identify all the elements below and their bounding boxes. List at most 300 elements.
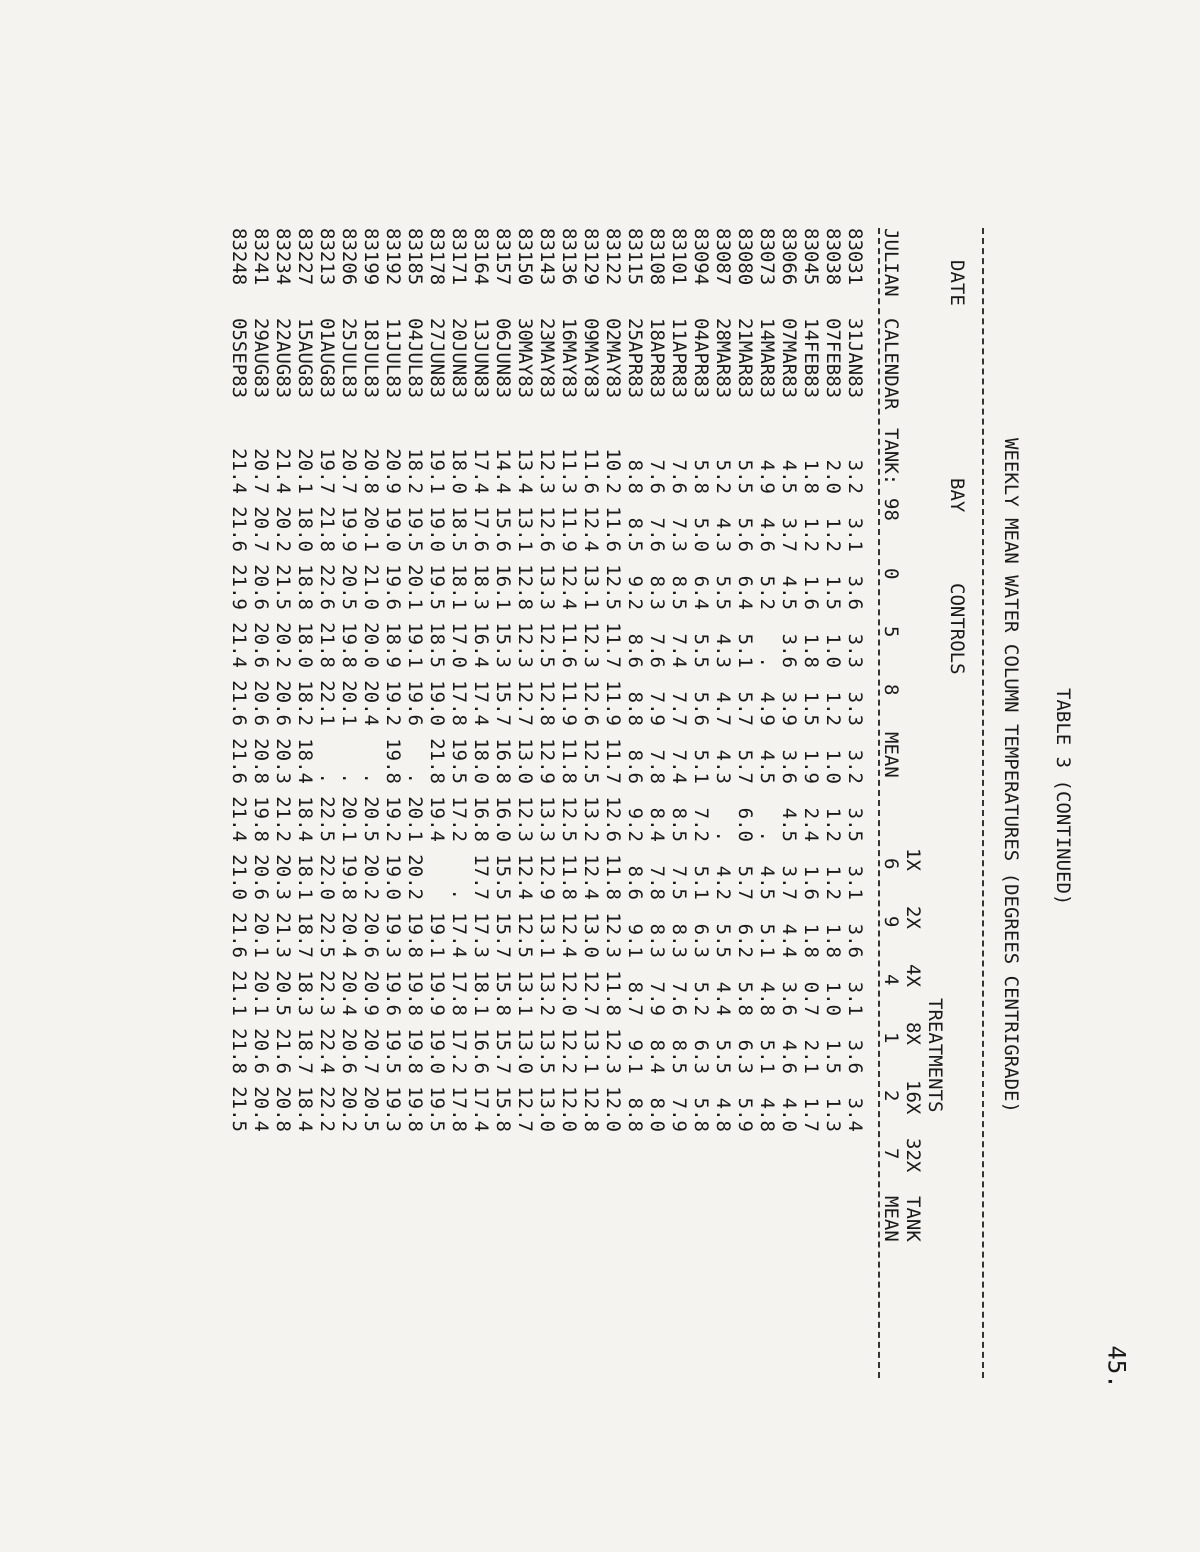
temperature-cell: 20.9 [360, 970, 382, 1016]
temperature-cell: 4.8 [756, 1097, 778, 1132]
temperature-cell: 4.7 [712, 691, 734, 726]
calendar-date-cell: 09MAY83 [580, 318, 602, 399]
temperature-cell: 13.1 [536, 912, 558, 958]
temperature-cell: 11.8 [602, 970, 624, 1016]
temperature-cell: 6.4 [690, 575, 712, 610]
temperature-cell: 18.7 [294, 1028, 316, 1074]
table-row [250, 228, 272, 1132]
temperature-cell: 12.8 [580, 1086, 602, 1132]
temperature-cell: 17.4 [448, 912, 470, 958]
temperature-cell: 20.2 [272, 506, 294, 552]
temperature-cell: 5.8 [690, 459, 712, 494]
temperature-cell: 12.5 [602, 564, 624, 610]
calendar-date-cell: 29AUG83 [250, 318, 272, 399]
temperature-cell: 21.6 [228, 912, 250, 958]
header-tank-4: 4 [880, 974, 902, 986]
table-row [294, 228, 316, 1132]
header-tank-1: 1 [880, 1032, 902, 1044]
julian-date-cell: 83129 [580, 228, 602, 286]
temperature-cell: 20.6 [250, 1028, 272, 1074]
temperature-cell: 7.3 [668, 517, 690, 552]
temperature-cell: 18.1 [470, 970, 492, 1016]
temperature-cell: 4.9 [756, 459, 778, 494]
temperature-cell: 19.0 [426, 680, 448, 726]
table-row [360, 228, 382, 1132]
header-32x: 32X [902, 1138, 924, 1173]
temperature-cell: 19.2 [382, 680, 404, 726]
temperature-cell: 12.9 [536, 854, 558, 900]
temperature-cell: 5.7 [734, 691, 756, 726]
temperature-cell: 18.8 [294, 564, 316, 610]
temperature-cell: 12.7 [514, 1086, 536, 1132]
temperature-cell: 7.6 [646, 459, 668, 494]
temperature-cell: 18.0 [294, 622, 316, 668]
temperature-cell: 4.6 [778, 1039, 800, 1074]
temperature-cell: . [756, 656, 778, 668]
temperature-cell: 22.0 [316, 854, 338, 900]
temperature-cell: 17.8 [448, 970, 470, 1016]
temperature-cell: 15.8 [492, 970, 514, 1016]
temperature-cell: 13.0 [514, 1028, 536, 1074]
header-tank-0: 0 [880, 568, 902, 580]
temperature-cell: 20.6 [250, 854, 272, 900]
temperature-cell: 17.4 [470, 1086, 492, 1132]
julian-date-cell: 83185 [404, 228, 426, 286]
temperature-cell: 12.0 [558, 1086, 580, 1132]
calendar-date-cell: 04APR83 [690, 318, 712, 399]
temperature-cell: 21.6 [228, 506, 250, 552]
temperature-cell: 5.5 [690, 633, 712, 668]
temperature-cell: 17.4 [470, 680, 492, 726]
temperature-cell: 21.4 [228, 622, 250, 668]
temperature-cell: 16.4 [470, 622, 492, 668]
temperature-cell: 5.1 [690, 865, 712, 900]
temperature-cell: 11.9 [602, 680, 624, 726]
temperature-cell: 7.4 [668, 633, 690, 668]
header-controls: CONTROLS [946, 583, 968, 675]
temperature-cell: 21.5 [228, 1086, 250, 1132]
temperature-cell: 19.3 [382, 912, 404, 958]
temperature-cell: 20.5 [360, 796, 382, 842]
header-8x: 8X [902, 1022, 924, 1045]
temperature-cell: 11.9 [558, 506, 580, 552]
temperature-cell: 8.6 [624, 865, 646, 900]
temperature-cell: 1.0 [822, 749, 844, 784]
temperature-cell: 7.7 [668, 691, 690, 726]
temperature-cell: 17.2 [448, 1028, 470, 1074]
julian-date-cell: 83227 [294, 228, 316, 286]
temperature-cell: 20.1 [250, 912, 272, 958]
temperature-cell: 11.6 [580, 448, 602, 494]
temperature-cell: 17.2 [448, 796, 470, 842]
header-bay: BAY [946, 478, 968, 513]
page-number: 45. [1102, 1345, 1131, 1389]
temperature-table-body [228, 228, 866, 1132]
header-tank-mean: MEAN [880, 1196, 902, 1242]
table-row [822, 228, 844, 1132]
temperature-cell: . [756, 830, 778, 842]
temperature-cell: 20.7 [250, 448, 272, 494]
temperature-cell: 12.3 [536, 448, 558, 494]
calendar-date-cell: 11APR83 [668, 318, 690, 399]
temperature-cell: 18.4 [294, 738, 316, 784]
temperature-cell: 5.6 [734, 517, 756, 552]
temperature-cell: 4.5 [756, 865, 778, 900]
temperature-cell: 2.1 [800, 1039, 822, 1074]
table-row [690, 228, 712, 1132]
temperature-cell: 13.1 [514, 970, 536, 1016]
temperature-cell: 5.8 [690, 1097, 712, 1132]
temperature-cell: 21.9 [228, 564, 250, 610]
temperature-cell: 10.2 [602, 448, 624, 494]
temperature-cell: 18.1 [448, 564, 470, 610]
temperature-cell: 7.6 [668, 981, 690, 1016]
temperature-cell: 20.7 [250, 506, 272, 552]
temperature-cell: 15.8 [492, 1086, 514, 1132]
temperature-cell: 21.8 [316, 622, 338, 668]
temperature-cell: 18.5 [448, 506, 470, 552]
table-row [316, 228, 338, 1132]
temperature-cell: 8.8 [624, 1097, 646, 1132]
temperature-cell: 1.0 [822, 633, 844, 668]
temperature-cell: 11.8 [558, 854, 580, 900]
calendar-date-cell: 06JUN83 [492, 318, 514, 399]
temperature-cell: 20.7 [360, 1028, 382, 1074]
temperature-cell: 4.8 [712, 1097, 734, 1132]
temperature-cell: 19.8 [250, 796, 272, 842]
header-date: DATE [946, 260, 968, 306]
temperature-cell: 12.5 [536, 622, 558, 668]
temperature-cell: 3.6 [844, 1039, 866, 1074]
table-row [382, 228, 404, 1132]
header-tank-9: 9 [880, 916, 902, 928]
temperature-cell: 11.8 [558, 738, 580, 784]
temperature-cell: 3.6 [844, 923, 866, 958]
temperature-cell: 12.6 [580, 680, 602, 726]
temperature-cell: 19.5 [404, 506, 426, 552]
julian-date-cell: 83241 [250, 228, 272, 286]
temperature-cell: 18.5 [426, 622, 448, 668]
temperature-cell: 5.1 [690, 749, 712, 784]
temperature-cell: 9.1 [624, 923, 646, 958]
temperature-cell: 11.6 [602, 506, 624, 552]
temperature-cell: 1.5 [822, 1039, 844, 1074]
temperature-cell: 8.5 [668, 807, 690, 842]
temperature-table [228, 228, 866, 1132]
temperature-cell: 13.0 [514, 738, 536, 784]
table-row [228, 228, 250, 1132]
calendar-date-cell: 15AUG83 [294, 318, 316, 399]
temperature-cell: 13.0 [580, 912, 602, 958]
temperature-cell: 5.6 [690, 691, 712, 726]
temperature-cell: 12.5 [514, 912, 536, 958]
temperature-cell: 3.9 [778, 691, 800, 726]
temperature-cell: 8.3 [646, 575, 668, 610]
temperature-cell: 20.1 [404, 796, 426, 842]
header-treatments: TREATMENTS [924, 998, 946, 1113]
temperature-cell: 1.6 [800, 575, 822, 610]
temperature-cell: 20.2 [360, 854, 382, 900]
temperature-cell: 7.9 [668, 1097, 690, 1132]
header-mean: MEAN [880, 732, 902, 778]
temperature-cell: 6.2 [734, 923, 756, 958]
rotated-table-page [100, 228, 1080, 1378]
table-row [756, 228, 778, 1132]
temperature-cell: 12.7 [514, 680, 536, 726]
temperature-cell: 12.4 [514, 854, 536, 900]
temperature-cell: 19.5 [382, 1028, 404, 1074]
temperature-cell: 12.8 [536, 680, 558, 726]
julian-date-cell: 83031 [844, 228, 866, 286]
temperature-cell: 20.4 [338, 912, 360, 958]
temperature-cell: 1.0 [822, 981, 844, 1016]
temperature-cell: 9.1 [624, 1039, 646, 1074]
calendar-date-cell: 07FEB83 [822, 318, 844, 399]
calendar-date-cell: 11JUL83 [382, 318, 404, 399]
temperature-cell: 20.6 [250, 622, 272, 668]
temperature-cell: 3.3 [844, 633, 866, 668]
temperature-cell: 1.2 [822, 691, 844, 726]
temperature-cell: 21.8 [228, 1028, 250, 1074]
temperature-cell: 4.3 [712, 749, 734, 784]
temperature-cell: 20.1 [338, 680, 360, 726]
calendar-date-cell: 13JUN83 [470, 318, 492, 399]
temperature-cell: 13.5 [536, 1028, 558, 1074]
temperature-cell: 19.1 [426, 448, 448, 494]
temperature-cell: 8.4 [646, 807, 668, 842]
temperature-cell: 20.4 [360, 680, 382, 726]
temperature-cell: 18.1 [294, 854, 316, 900]
temperature-cell: 13.1 [580, 1028, 602, 1074]
temperature-cell: 2.4 [800, 807, 822, 842]
julian-date-cell: 83073 [756, 228, 778, 286]
temperature-cell: 5.7 [734, 865, 756, 900]
temperature-cell: 4.5 [756, 749, 778, 784]
temperature-cell: 19.0 [426, 1028, 448, 1074]
temperature-cell: 21.4 [228, 796, 250, 842]
temperature-cell: 11.9 [558, 680, 580, 726]
temperature-cell: 12.5 [558, 796, 580, 842]
temperature-cell: 20.2 [404, 854, 426, 900]
header-1x: 1X [902, 848, 924, 871]
temperature-cell: 1.8 [800, 459, 822, 494]
temperature-cell: 7.9 [646, 691, 668, 726]
header-calendar: CALENDAR [880, 318, 902, 410]
table-row [712, 228, 734, 1132]
temperature-cell: 4.8 [756, 981, 778, 1016]
temperature-cell: 22.5 [316, 796, 338, 842]
temperature-cell: 11.7 [602, 622, 624, 668]
header-2x: 2X [902, 906, 924, 929]
temperature-cell: 20.1 [250, 970, 272, 1016]
calendar-date-cell: 27JUN83 [426, 318, 448, 399]
temperature-cell: 1.2 [822, 865, 844, 900]
julian-date-cell: 83234 [272, 228, 294, 286]
header-rule-top [982, 228, 984, 1378]
temperature-cell: 8.3 [646, 923, 668, 958]
temperature-cell: 1.8 [800, 633, 822, 668]
julian-date-cell: 83192 [382, 228, 404, 286]
julian-date-cell: 83122 [602, 228, 624, 286]
temperature-cell: 17.0 [448, 622, 470, 668]
temperature-cell: 7.6 [646, 633, 668, 668]
temperature-cell: . [404, 772, 426, 784]
calendar-date-cell: 18JUL83 [360, 318, 382, 399]
julian-date-cell: 83157 [492, 228, 514, 286]
temperature-cell: 5.9 [734, 1097, 756, 1132]
temperature-cell: 5.5 [712, 923, 734, 958]
temperature-cell: 15.7 [492, 680, 514, 726]
table-row [338, 228, 360, 1132]
header-16x: 16X [902, 1080, 924, 1115]
temperature-cell: 19.6 [404, 680, 426, 726]
temperature-cell: 19.8 [338, 854, 360, 900]
julian-date-cell: 83038 [822, 228, 844, 286]
temperature-cell: 12.4 [558, 912, 580, 958]
temperature-cell: 20.8 [250, 738, 272, 784]
temperature-cell: 12.3 [580, 622, 602, 668]
temperature-cell: 21.6 [228, 738, 250, 784]
temperature-cell: 18.4 [294, 1086, 316, 1132]
temperature-cell: 13.1 [514, 506, 536, 552]
temperature-cell: 3.1 [844, 981, 866, 1016]
temperature-cell: 18.7 [294, 912, 316, 958]
temperature-cell: 8.0 [646, 1097, 668, 1132]
temperature-cell: 20.5 [272, 970, 294, 1016]
temperature-cell: 20.1 [360, 506, 382, 552]
temperature-cell: 3.6 [844, 575, 866, 610]
header-tank: TANK [902, 1196, 924, 1242]
calendar-date-cell: 30MAY83 [514, 318, 536, 399]
temperature-cell: 3.6 [778, 749, 800, 784]
temperature-cell: 7.2 [690, 807, 712, 842]
header-rule-bottom [878, 228, 880, 1378]
table-row [426, 228, 448, 1132]
temperature-cell: 4.0 [778, 1097, 800, 1132]
temperature-cell: 2.0 [822, 459, 844, 494]
table-row [492, 228, 514, 1132]
julian-date-cell: 83248 [228, 228, 250, 286]
temperature-cell: 3.2 [844, 459, 866, 494]
temperature-cell: 20.6 [250, 680, 272, 726]
temperature-cell: 3.5 [844, 807, 866, 842]
table-subtitle: WEEKLY MEAN WATER COLUMN TEMPERATURES (DEGREES CENTRIGRADE) [1000, 438, 1022, 1113]
temperature-cell: 12.0 [558, 970, 580, 1016]
temperature-cell: 20.4 [338, 970, 360, 1016]
temperature-cell: 17.3 [470, 912, 492, 958]
temperature-cell: 5.5 [712, 575, 734, 610]
temperature-cell: 3.7 [778, 865, 800, 900]
temperature-cell: 7.8 [646, 865, 668, 900]
temperature-cell: 15.3 [492, 622, 514, 668]
table-row [536, 228, 558, 1132]
calendar-date-cell: 07MAR83 [778, 318, 800, 399]
temperature-cell: 18.2 [294, 680, 316, 726]
temperature-cell: 21.4 [272, 448, 294, 494]
temperature-cell: 11.8 [602, 854, 624, 900]
calendar-date-cell: 14MAR83 [756, 318, 778, 399]
temperature-cell: 7.9 [646, 981, 668, 1016]
temperature-cell: 19.6 [382, 970, 404, 1016]
temperature-cell: 20.6 [272, 680, 294, 726]
temperature-cell: 3.6 [778, 981, 800, 1016]
temperature-cell: 12.3 [514, 622, 536, 668]
calendar-date-cell: 14FEB83 [800, 318, 822, 399]
temperature-cell: 5.2 [756, 575, 778, 610]
temperature-cell: 1.9 [800, 749, 822, 784]
temperature-cell: 4.5 [778, 807, 800, 842]
temperature-cell: 15.6 [492, 506, 514, 552]
temperature-cell: 8.3 [668, 923, 690, 958]
temperature-cell: . [360, 772, 382, 784]
temperature-cell: 12.3 [602, 912, 624, 958]
temperature-cell: 20.5 [338, 564, 360, 610]
temperature-cell: 21.8 [316, 506, 338, 552]
temperature-cell: 8.4 [646, 1039, 668, 1074]
temperature-cell: 1.6 [800, 865, 822, 900]
temperature-cell: 22.1 [316, 680, 338, 726]
temperature-cell: 18.3 [470, 564, 492, 610]
julian-date-cell: 83066 [778, 228, 800, 286]
header-tank-98: 98 [880, 498, 902, 521]
calendar-date-cell: 05SEP83 [228, 318, 250, 399]
header-tank-8: 8 [880, 684, 902, 696]
julian-date-cell: 83213 [316, 228, 338, 286]
temperature-cell: 18.9 [382, 622, 404, 668]
temperature-cell: 0.7 [800, 981, 822, 1016]
table-row [448, 228, 470, 1132]
temperature-cell: 18.3 [294, 970, 316, 1016]
temperature-cell: 5.5 [734, 459, 756, 494]
calendar-date-cell: 04JUL83 [404, 318, 426, 399]
temperature-cell: 1.5 [822, 575, 844, 610]
julian-date-cell: 83143 [536, 228, 558, 286]
julian-date-cell: 83206 [338, 228, 360, 286]
temperature-cell: 16.6 [470, 1028, 492, 1074]
temperature-cell: 16.8 [470, 796, 492, 842]
header-tank-5: 5 [880, 626, 902, 638]
temperature-cell: 19.8 [404, 970, 426, 1016]
temperature-cell: 19.3 [382, 1086, 404, 1132]
calendar-date-cell: 31JAN83 [844, 318, 866, 399]
temperature-cell: 21.0 [228, 854, 250, 900]
temperature-cell: 17.8 [448, 680, 470, 726]
temperature-cell: 21.4 [228, 448, 250, 494]
temperature-cell: 19.8 [404, 912, 426, 958]
calendar-date-cell: 21MAR83 [734, 318, 756, 399]
temperature-cell: 7.5 [668, 865, 690, 900]
temperature-cell: 19.4 [426, 796, 448, 842]
temperature-cell: 12.6 [536, 506, 558, 552]
temperature-cell: 8.5 [668, 575, 690, 610]
calendar-date-cell: 25JUL83 [338, 318, 360, 399]
temperature-cell: 5.7 [734, 749, 756, 784]
temperature-cell: 13.1 [580, 564, 602, 610]
temperature-cell: 20.6 [250, 564, 272, 610]
temperature-cell: 3.7 [778, 517, 800, 552]
temperature-cell: 20.9 [382, 448, 404, 494]
calendar-date-cell: 02MAY83 [602, 318, 624, 399]
temperature-cell: 19.1 [404, 622, 426, 668]
temperature-cell: 19.8 [382, 738, 404, 784]
temperature-cell: . [712, 830, 734, 842]
temperature-cell: 5.2 [690, 981, 712, 1016]
temperature-cell: 20.4 [250, 1086, 272, 1132]
temperature-cell: 8.5 [624, 517, 646, 552]
calendar-date-cell: 28MAR83 [712, 318, 734, 399]
temperature-cell: 12.2 [558, 1028, 580, 1074]
temperature-cell: 18.2 [404, 448, 426, 494]
